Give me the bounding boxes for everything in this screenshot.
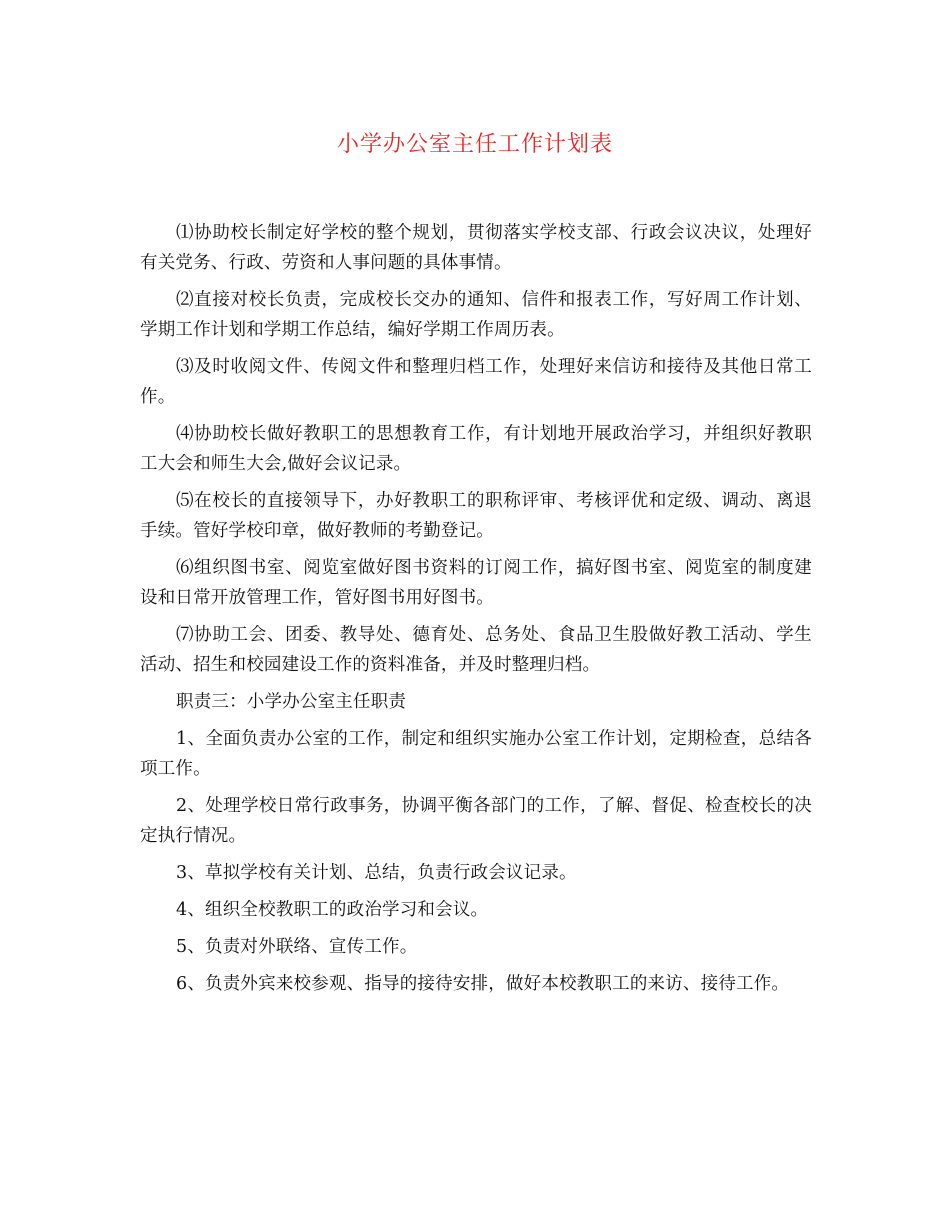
paragraph-item-3: 3、草拟学校有关计划、总结，负责行政会议记录。 <box>176 863 577 883</box>
paragraph-item-5: 5、负责对外联络、宣传工作。 <box>176 937 418 957</box>
paragraph-item-6: 6、负责外宾来校参观、指导的接待安排，做好本校教职工的来访、接待工作。 <box>176 974 790 994</box>
paragraph-duty-1: ⑴协助校长制定好学校的整个规划，贯彻落实学校支部、行政会议决议，处理好有关党务、行政、劳资和人事问题的具体事情。 <box>140 223 812 273</box>
section-heading: 职责三：小学办公室主任职责 <box>176 692 407 712</box>
paragraph-item-4: 4、组织全校教职工的政治学习和会议。 <box>176 900 489 920</box>
paragraph-duty-7: ⑺协助工会、团委、教导处、德育处、总务处、食品卫生股做好教工活动、学生活动、招生和校园建设工作的资料准备，并及时整理归档。 <box>140 625 812 675</box>
paragraph-duty-5: ⑸在校长的直接领导下，办好教职工的职称评审、考核评优和定级、调动、离退手续。管好学校印章，做好教师的考勤登记。 <box>140 491 812 541</box>
paragraph-duty-4: ⑷协助校长做好教职工的思想教育工作，有计划地开展政治学习，并组织好教职工大会和师生大会,做好会议记录。 <box>140 424 812 474</box>
document-body <box>140 218 812 1006</box>
paragraph-duty-3: ⑶及时收阅文件、传阅文件和整理归档工作，处理好来信访和接待及其他日常工作。 <box>140 357 812 407</box>
paragraph-item-2: 2、处理学校日常行政事务，协调平衡各部门的工作，了解、督促、检查校长的决定执行情况。 <box>140 796 812 846</box>
paragraph-duty-6: ⑹组织图书室、阅览室做好图书资料的订阅工作，搞好图书室、阅览室的制度建设和日常开放管理工作，管好图书用好图书。 <box>140 558 812 608</box>
paragraph-item-1: 1、全面负责办公室的工作，制定和组织实施办公室工作计划，定期检查，总结各项工作。 <box>140 729 812 779</box>
document-title: 小学办公室主任工作计划表 <box>336 132 613 157</box>
paragraph-duty-2: ⑵直接对校长负责，完成校长交办的通知、信件和报表工作，写好周工作计划、学期工作计划和学期工作总结，编好学期工作周历表。 <box>140 290 812 340</box>
